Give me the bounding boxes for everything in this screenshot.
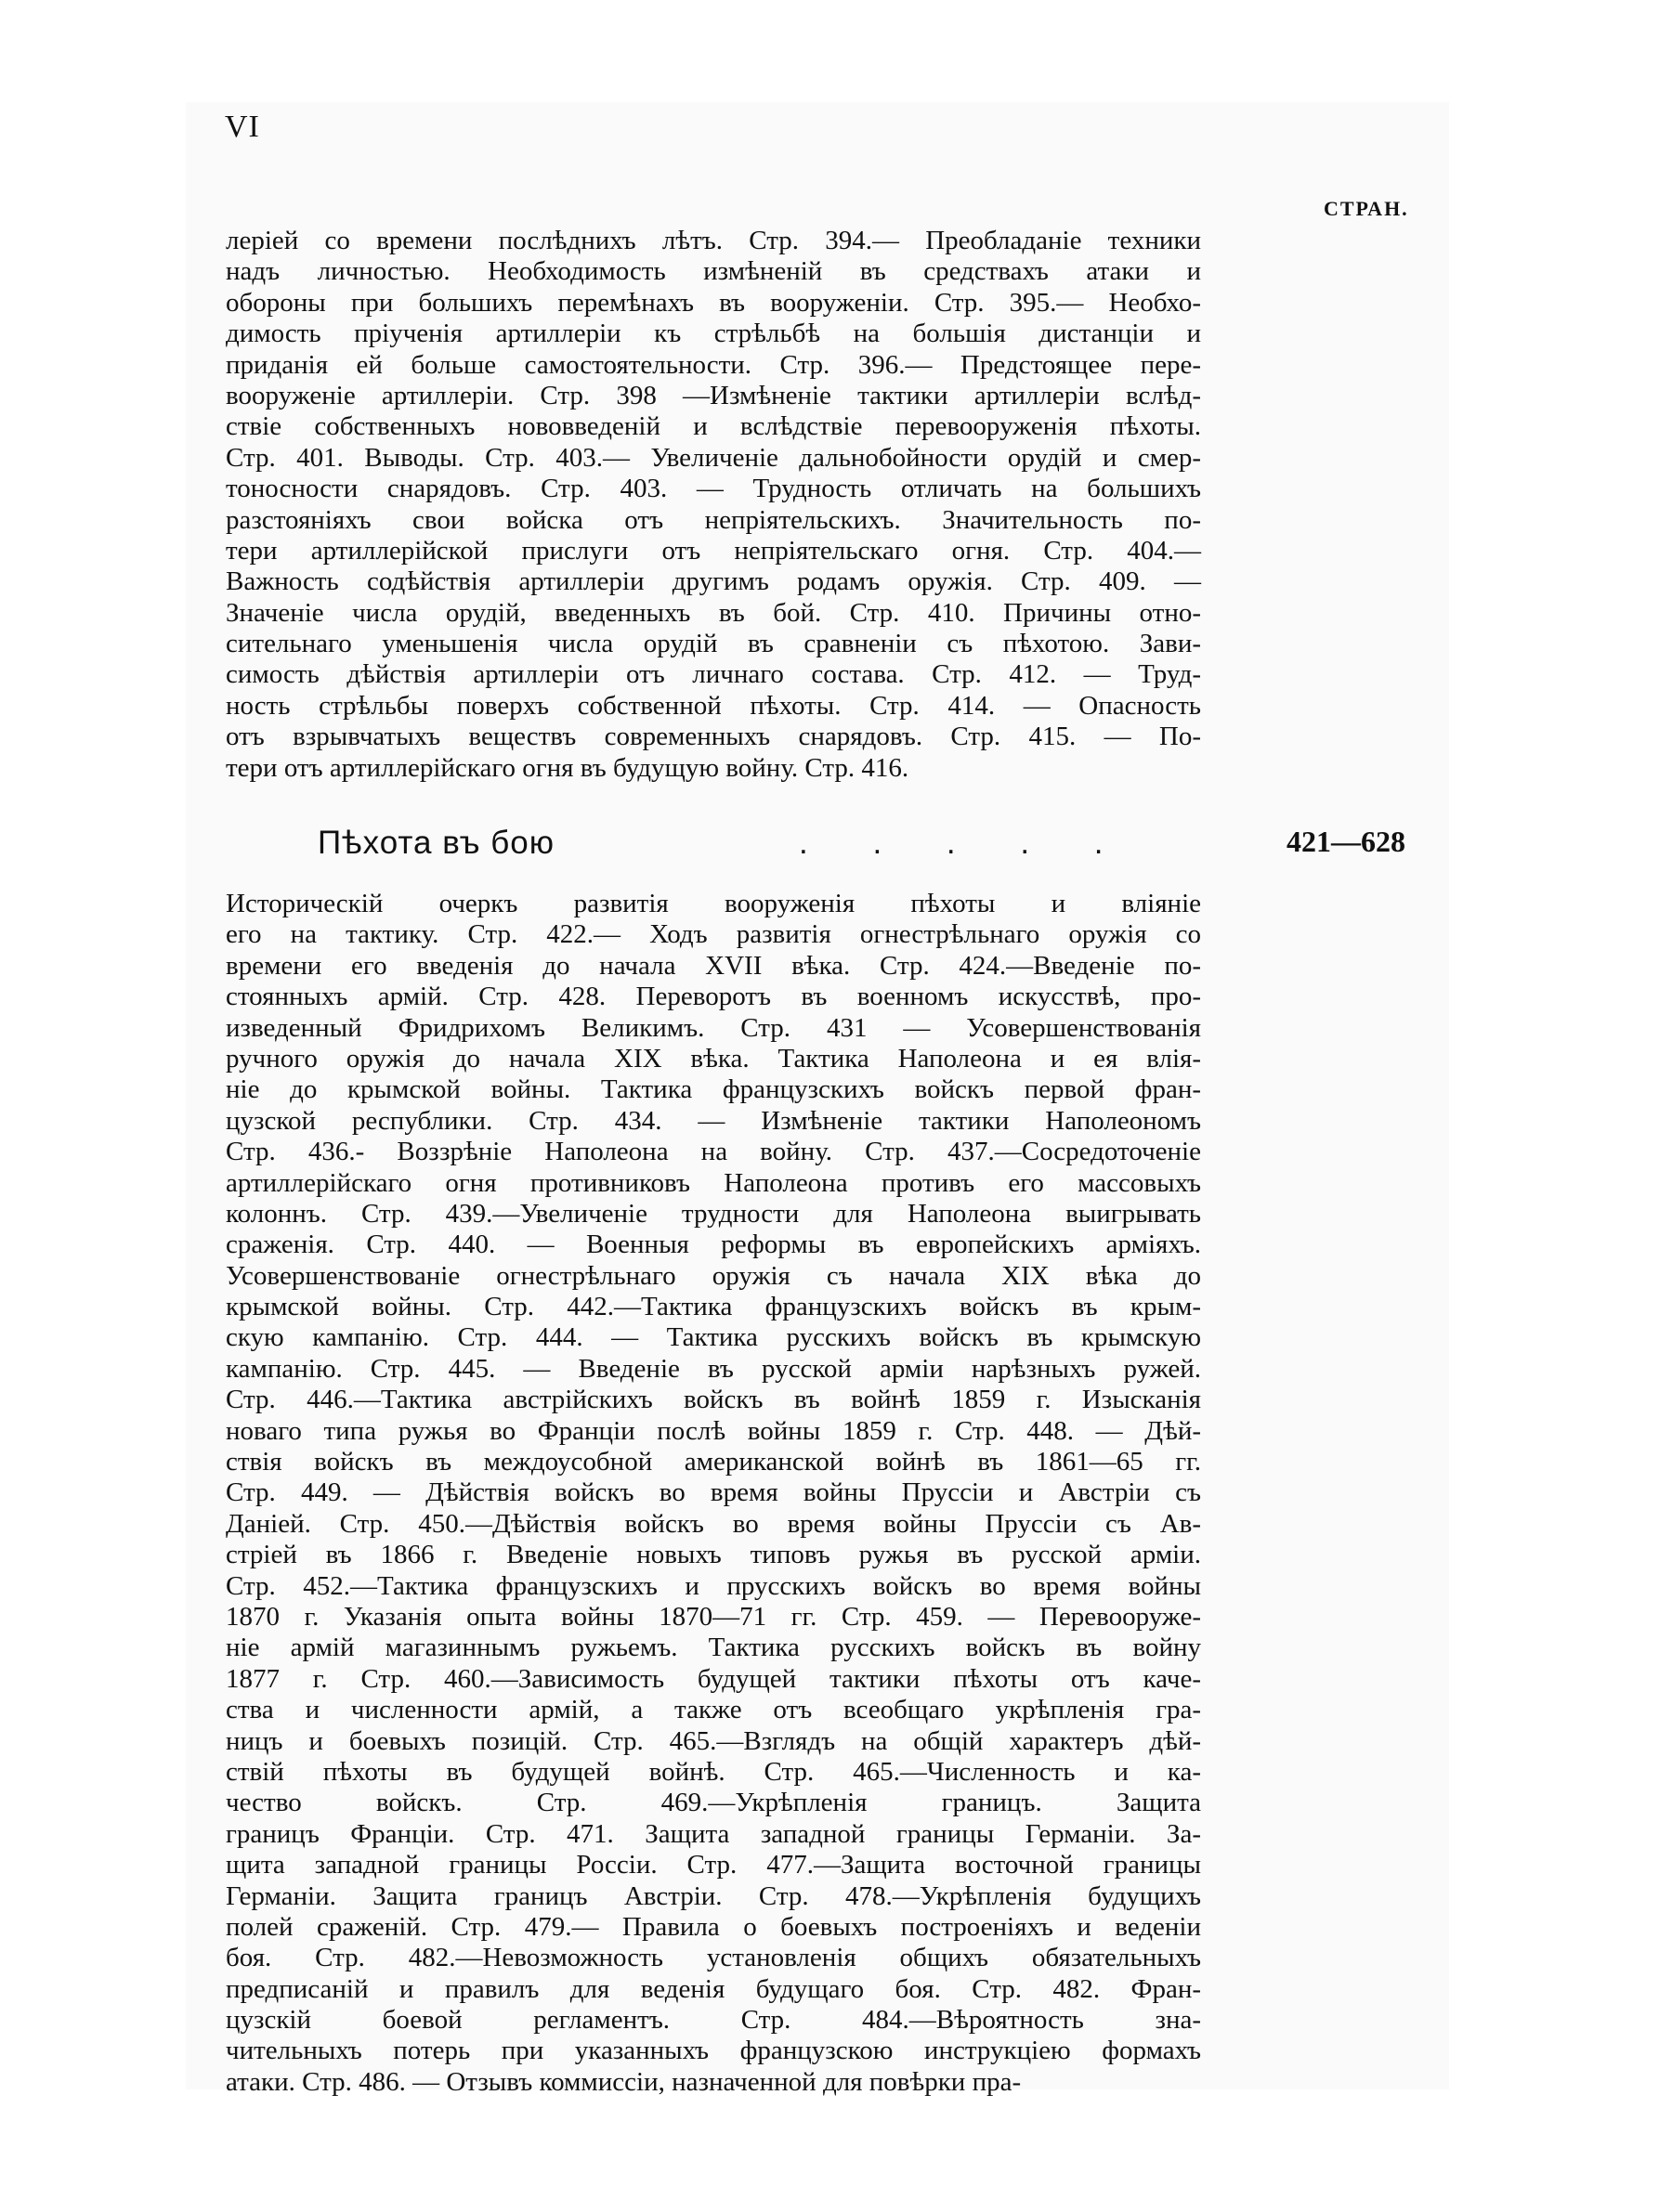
text-line: ствія войскъ въ междоусобной американской войнѣ въ 1861—65 гг. [226, 1447, 1201, 1477]
text-line: колоннъ. Стр. 439.—Увеличеніе трудности для Наполеона выигрывать [226, 1198, 1201, 1229]
text-line: Стр. 449. — Дѣйствія войскъ во время войны Пруссіи и Австріи съ [226, 1477, 1201, 1508]
section-page-range: 421—628 [1287, 825, 1405, 858]
text-line: стоянныхъ армій. Стр. 428. Переворотъ въ военномъ искусствѣ, про- [226, 982, 1201, 1012]
artillery-contents-paragraph [226, 226, 1201, 784]
text-line: ства и численности армій, а также отъ всеобщаго укрѣпленія гра- [226, 1695, 1201, 1725]
text-line: 1870 г. Указанія опыта войны 1870—71 гг. Стр. 459. — Перевооруже- [226, 1601, 1201, 1632]
text-line: тоносности снарядовъ. Стр. 403. — Трудность отличать на большихъ [226, 474, 1201, 504]
section-title: Пѣхота въ бою [318, 825, 555, 861]
text-line: атаки. Стр. 486. — Отзывъ коммиссіи, назначенной для повѣрки пра- [226, 2066, 1022, 2097]
text-line: обороны при большихъ перемѣнахъ въ вооруженіи. Стр. 395.— Необхо- [226, 287, 1201, 318]
text-line: Историческій очеркъ развитія вооруженія пѣхоты и вліяніе [226, 889, 1201, 918]
text-line: стріей въ 1866 г. Введеніе новыхъ типовъ ружья въ русской арміи. [226, 1540, 1201, 1570]
dot-leader: . . . . . [799, 825, 1131, 861]
text-line: его на тактику. Стр. 422.— Ходъ развитія огнестрѣльнаго оружія со [226, 919, 1201, 950]
text-line: кампанію. Стр. 445. — Введеніе въ русской арміи нарѣзныхъ ружей. [226, 1353, 1201, 1384]
text-line: предписаній и правилъ для веденія будущаго боя. Стр. 482. Фран- [226, 1973, 1201, 2004]
text-line: вооруженіе артиллеріи. Стр. 398 —Измѣненіе тактики артиллеріи вслѣд- [226, 380, 1201, 410]
text-line: ницъ и боевыхъ позицій. Стр. 465.—Взглядъ на общій характеръ дѣй- [226, 1725, 1201, 1756]
text-line: скую кампанію. Стр. 444. — Тактика русскихъ войскъ въ крымскую [226, 1322, 1201, 1353]
text-line: Даніей. Стр. 450.—Дѣйствія войскъ во время войны Пруссіи съ Ав- [226, 1508, 1201, 1539]
text-line: ность стрѣльбы поверхъ собственной пѣхоты. Стр. 414. — Опасность [226, 690, 1201, 721]
text-line: артиллерійскаго огня противниковъ Наполеона противъ его массовыхъ [226, 1167, 1201, 1198]
text-line: щита западной границы Россіи. Стр. 477.—Защита восточной границы [226, 1850, 1201, 1880]
infantry-contents-paragraph [226, 889, 1201, 2098]
page-column-heading: СТРАН. [1324, 197, 1409, 220]
text-line: Стр. 446.—Тактика австрійскихъ войскъ въ войнѣ 1859 г. Изысканія [226, 1385, 1201, 1415]
text-line: сраженія. Стр. 440. — Военныя реформы въ европейскихъ арміяхъ. [226, 1230, 1201, 1260]
text-line: Усовершенствованіе огнестрѣльнаго оружія съ начала XIX вѣка до [226, 1260, 1201, 1291]
text-line: цузскій боевой регламентъ. Стр. 484.—Вѣроятность зна- [226, 2005, 1201, 2036]
text-line: новаго типа ружья во Франціи послѣ войны 1859 г. Стр. 448. — Дѣй- [226, 1415, 1201, 1446]
text-line: чество войскъ. Стр. 469.—Укрѣпленія границъ. Защита [226, 1788, 1201, 1818]
text-line: сительнаго уменьшенія числа орудій въ сравненіи съ пѣхотою. Зави- [226, 629, 1201, 659]
text-line: ствіе собственныхъ нововведеній и вслѣдствіе перевооруженія пѣхоты. [226, 411, 1201, 442]
text-line: ніе до крымской войны. Тактика французскихъ войскъ первой фран- [226, 1074, 1201, 1105]
text-line: крымской войны. Стр. 442.—Тактика французскихъ войскъ въ крым- [226, 1292, 1201, 1322]
text-line: надъ личностью. Необходимость измѣненій въ средствахъ атаки и [226, 256, 1201, 287]
text-line: тери отъ артиллерійскаго огня въ будущую войну. Стр. 416. [226, 752, 909, 783]
text-line: ніе армій магазиннымъ ружьемъ. Тактика русскихъ войскъ въ войну [226, 1633, 1201, 1663]
text-line: времени его введенія до начала XVII вѣка. Стр. 424.—Введеніе по- [226, 950, 1201, 981]
text-line: чительныхъ потерь при указанныхъ французскою инструкціею формахъ [226, 2036, 1201, 2066]
text-line: Стр. 452.—Тактика французскихъ и прусскихъ войскъ во время войны [226, 1570, 1201, 1601]
text-line: отъ взрывчатыхъ веществъ современныхъ снарядовъ. Стр. 415. — По- [226, 722, 1201, 752]
text-line: полей сраженій. Стр. 479.— Правила о боевыхъ построеніяхъ и веденіи [226, 1911, 1201, 1942]
text-line: ручного оружія до начала XIX вѣка. Тактика Наполеона и ея влія- [226, 1043, 1201, 1073]
page-number: VI [225, 110, 260, 144]
text-line: 1877 г. Стр. 460.—Зависимость будущей тактики пѣхоты отъ каче- [226, 1663, 1201, 1694]
text-line: леріей со времени послѣднихъ лѣтъ. Стр. 394.— Преобладаніе техники [226, 226, 1201, 255]
text-line: боя. Стр. 482.—Невозможность установленія общихъ обязательныхъ [226, 1943, 1201, 1973]
text-line: Стр. 436.- Воззрѣніе Наполеона на войну. Стр. 437.—Сосредоточеніе [226, 1137, 1201, 1167]
text-line: Важность содѣйствія артиллеріи другимъ родамъ оружія. Стр. 409. — [226, 566, 1201, 597]
text-line: границъ Франціи. Стр. 471. Защита западной границы Германіи. За- [226, 1818, 1201, 1849]
text-line: разстояніяхъ свои войска отъ непріятельскихъ. Значительность по- [226, 504, 1201, 535]
text-line: изведенный Фридрихомъ Великимъ. Стр. 431 — Усовершенствованія [226, 1012, 1201, 1043]
text-line: цузской республики. Стр. 434. — Измѣненіе тактики Наполеономъ [226, 1105, 1201, 1136]
text-line: Значеніе числа орудій, введенныхъ въ бой. Стр. 410. Причины отно- [226, 597, 1201, 628]
text-line: симость дѣйствія артиллеріи отъ личнаго состава. Стр. 412. — Труд- [226, 659, 1201, 690]
text-line: Германіи. Защита границъ Австріи. Стр. 478.—Укрѣпленія будущихъ [226, 1880, 1201, 1911]
text-line: димость пріученія артиллеріи къ стрѣльбѣ на большія дистанціи и [226, 319, 1201, 349]
text-line: приданія ей больше самостоятельности. Стр. 396.— Предстоящее пере- [226, 349, 1201, 380]
text-line: ствій пѣхоты въ будущей войнѣ. Стр. 465.—Численность и ка- [226, 1756, 1201, 1787]
text-line: Стр. 401. Выводы. Стр. 403.— Увеличеніе дальнобойности орудій и смер- [226, 442, 1201, 473]
text-line: тери артиллерійской прислуги отъ непріятельскаго огня. Стр. 404.— [226, 535, 1201, 566]
